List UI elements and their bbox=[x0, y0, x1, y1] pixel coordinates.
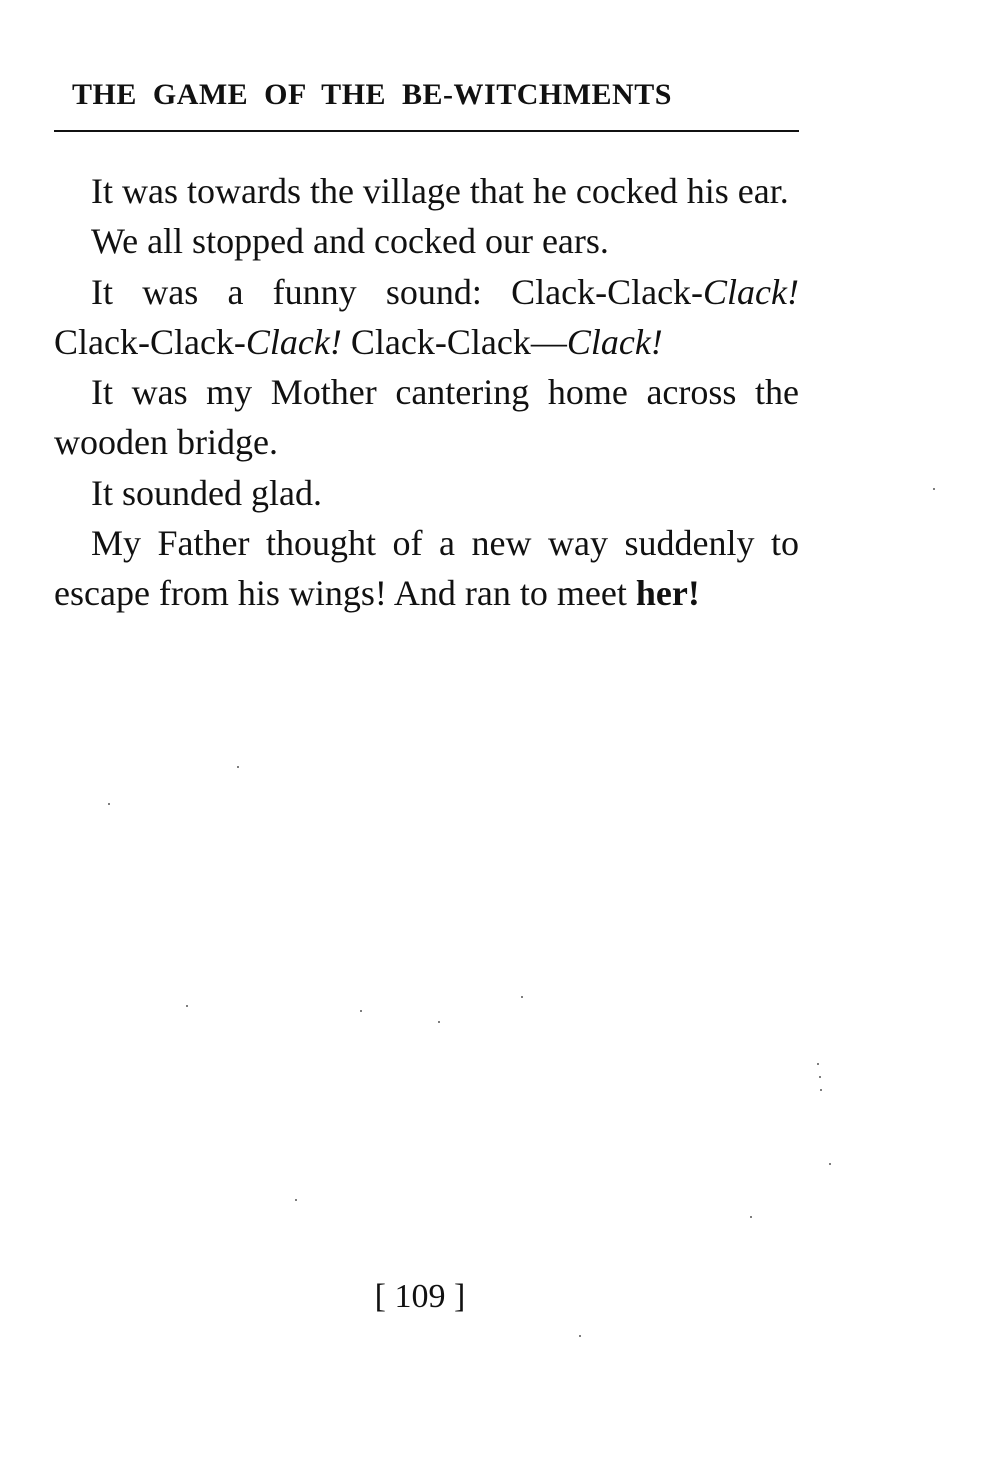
scan-speck bbox=[933, 488, 935, 490]
paragraph-6 bbox=[54, 518, 799, 619]
scan-speck bbox=[108, 803, 110, 805]
paragraph-5: It sounded glad. bbox=[91, 472, 322, 513]
scan-speck bbox=[820, 1089, 822, 1091]
paragraph-3 bbox=[54, 267, 799, 368]
scan-speck bbox=[817, 1063, 819, 1065]
clack-italic-2: Clack! bbox=[245, 321, 342, 362]
scan-speck bbox=[438, 1021, 440, 1023]
scan-speck bbox=[295, 1199, 297, 1201]
paragraph-3-lead: It was a funny sound: Clack-Clack- bbox=[91, 271, 704, 312]
body-text bbox=[54, 166, 799, 619]
clack-italic-1: Clack! bbox=[703, 271, 799, 312]
paragraph-4: It was my Mother cantering home across the wooden bridge. bbox=[54, 372, 799, 463]
scan-speck bbox=[237, 766, 239, 768]
scan-speck bbox=[521, 996, 523, 998]
scan-speck bbox=[579, 1335, 581, 1337]
scan-speck bbox=[360, 1010, 362, 1012]
paragraph-3-mid-2: Clack-Clack— bbox=[341, 321, 567, 362]
paragraph-6-final-word: her! bbox=[635, 573, 700, 614]
paragraph-3-mid-1: Clack-Clack- bbox=[54, 321, 246, 362]
clack-italic-3: Clack! bbox=[566, 321, 663, 362]
scan-speck bbox=[829, 1163, 831, 1165]
page-number: [ 109 ] bbox=[374, 1278, 466, 1315]
paragraph-6-text: My Father thought of a new way suddenly to escape from his wings! And ran to meet bbox=[54, 523, 799, 614]
header-rule bbox=[54, 130, 799, 132]
scan-speck bbox=[750, 1216, 752, 1218]
paragraph-1: It was towards the village that he cocked his ear. bbox=[91, 171, 789, 211]
paragraph-2: We all stopped and cocked our ears. bbox=[91, 221, 609, 262]
scan-speck bbox=[819, 1076, 821, 1078]
running-head: THE GAME OF THE BE-WITCHMENTS bbox=[72, 78, 672, 111]
scan-speck bbox=[186, 1005, 188, 1007]
